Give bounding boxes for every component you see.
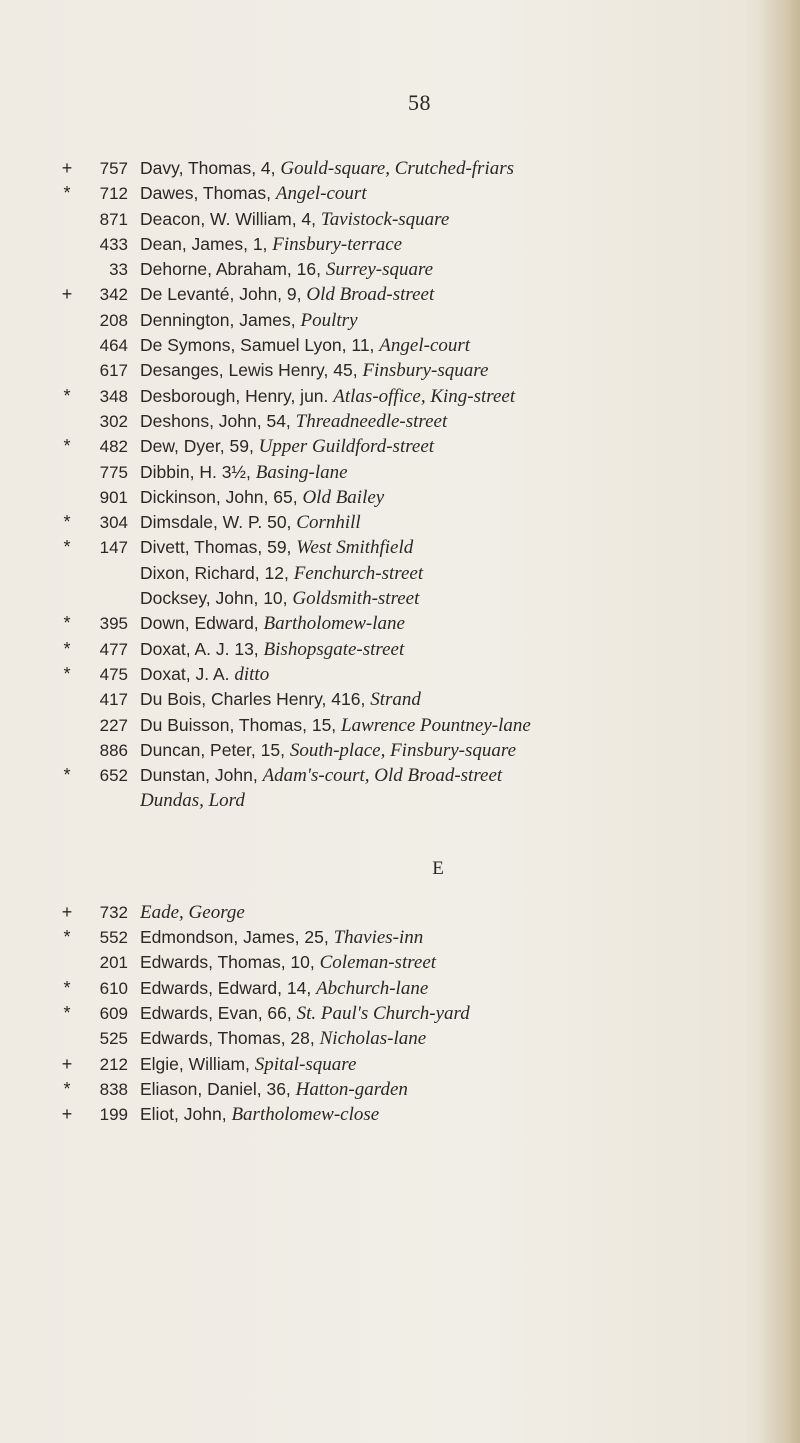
entry-number: 464 [99, 336, 128, 356]
list-item [58, 257, 778, 282]
entry-name: Doxat, A. J. 13, [140, 638, 264, 659]
entry-number: 886 [99, 740, 128, 760]
entry-number: 712 [99, 184, 128, 204]
entry-address: Old Bailey [302, 486, 385, 508]
entry-mark: * [63, 1078, 71, 1099]
entry-name: Dawes, Thomas, [140, 183, 276, 204]
entry-address: Nicholas-lane [319, 1028, 427, 1050]
entry-text [140, 788, 245, 813]
entry-number: 552 [99, 928, 128, 948]
entry-number: 610 [99, 978, 128, 998]
entry-text [140, 333, 470, 358]
entry-name: Dimsdale, W. P. 50, [140, 512, 297, 533]
directory-list [58, 156, 778, 1127]
entry-number: 775 [99, 462, 128, 482]
entry-text [140, 687, 421, 712]
entry-mark: + [61, 284, 73, 305]
entry-number: 475 [99, 664, 128, 684]
list-item [58, 788, 778, 813]
entry-name: De Levanté, John, 9, [140, 284, 307, 305]
entry-text [140, 738, 516, 763]
entry-number: 838 [99, 1079, 128, 1099]
entry-address: Tavistock-square [320, 208, 450, 230]
entry-number: 33 [109, 260, 128, 280]
entry-name: Duncan, Peter, 15, [140, 739, 290, 760]
entry-name: Desborough, Henry, jun. [140, 385, 334, 406]
entry-mark: + [61, 1104, 73, 1125]
entry-text [140, 409, 447, 434]
entry-name: Dibbin, H. 3½, [140, 461, 256, 482]
list-item [58, 662, 778, 687]
entry-name: Dew, Dyer, 59, [140, 436, 259, 457]
list-item [58, 1077, 778, 1102]
entry-mark: * [63, 927, 71, 948]
list-item [58, 308, 778, 333]
entry-name: Dunstan, John, [140, 765, 263, 786]
entry-text [140, 561, 423, 586]
list-item [58, 207, 778, 232]
list-item [58, 535, 778, 560]
entry-number: 417 [99, 690, 128, 710]
entry-address: Surrey-square [325, 259, 434, 281]
entry-text [140, 232, 402, 257]
entry-name: Deacon, W. William, 4, [140, 208, 321, 229]
list-item [58, 1052, 778, 1077]
entry-address: Spital-square [254, 1053, 357, 1075]
entry-text [140, 950, 436, 975]
entry-mark: * [63, 537, 71, 558]
list-item [58, 384, 778, 409]
entry-address: Coleman-street [319, 952, 437, 974]
entry-mark: + [61, 1053, 73, 1074]
entry-text [140, 637, 404, 662]
list-item [58, 586, 778, 611]
entry-name: Eliason, Daniel, 36, [140, 1078, 296, 1099]
list-item [58, 687, 778, 712]
list-item [58, 900, 778, 925]
entry-address: ditto [234, 663, 270, 685]
entry-mark: * [63, 1002, 71, 1023]
entry-mark: * [63, 638, 71, 659]
entry-text [140, 460, 348, 485]
entry-number: 227 [99, 715, 128, 735]
entry-text [140, 535, 413, 560]
entry-name: Docksey, John, 10, [140, 588, 293, 609]
entry-address: Upper Guildford-street [258, 436, 435, 458]
entry-text [140, 156, 514, 181]
entry-name: Dean, James, 1, [140, 233, 273, 254]
entry-text [140, 662, 269, 687]
entry-mark: * [63, 385, 71, 406]
list-item [58, 1102, 778, 1127]
entry-mark: * [63, 436, 71, 457]
entry-mark: * [63, 765, 71, 786]
list-item [58, 738, 778, 763]
entry-name: Du Buisson, Thomas, 15, [140, 714, 342, 735]
entry-address: Angel-court [379, 335, 471, 357]
entry-text [140, 900, 245, 925]
list-item [58, 763, 778, 788]
entry-address: Poultry [300, 309, 358, 331]
entry-address: Gould-square, Crutched-friars [280, 158, 515, 179]
entry-number: 199 [99, 1105, 128, 1125]
entry-address: Thavies-inn [333, 927, 424, 949]
entry-name: Edwards, Edward, 14, [140, 977, 317, 998]
list-item [58, 1001, 778, 1026]
entry-number: 757 [99, 159, 128, 178]
list-item [58, 976, 778, 1001]
entry-address: Dundas, Lord [140, 790, 245, 812]
list-item [58, 409, 778, 434]
entry-name: Divett, Thomas, 59, [140, 537, 297, 558]
entry-name: Elgie, William, [140, 1053, 255, 1074]
entry-address: Finsbury-square [362, 360, 489, 382]
list-item [58, 358, 778, 383]
entry-text [140, 434, 434, 459]
entry-text [140, 282, 434, 307]
entry-text [140, 611, 405, 636]
entry-name: Edmondson, James, 25, [140, 927, 334, 948]
entry-number: 525 [99, 1029, 128, 1049]
entry-text [140, 1001, 470, 1026]
entry-mark: + [61, 901, 73, 922]
entry-name: Davy, Thomas, 4, [140, 158, 281, 178]
entry-number: 212 [99, 1054, 128, 1074]
entry-address: St. Paul's Church-yard [296, 1002, 470, 1024]
entry-mark: * [63, 663, 71, 684]
entry-name: Doxat, J. A. [140, 663, 235, 684]
entry-number: 395 [99, 614, 128, 634]
list-item [58, 434, 778, 459]
entry-address: Bartholomew-close [231, 1104, 380, 1126]
entry-number: 871 [99, 209, 128, 229]
entry-name: Eliot, John, [140, 1104, 232, 1125]
list-item [58, 611, 778, 636]
entry-address: Bishopsgate-street [263, 638, 405, 660]
entry-text [140, 358, 488, 383]
entry-text [140, 485, 384, 510]
entry-name: Desanges, Lewis Henry, 45, [140, 360, 363, 381]
list-item [58, 460, 778, 485]
entry-number: 433 [99, 234, 128, 254]
list-item [58, 713, 778, 738]
list-item [58, 181, 778, 206]
entry-number: 652 [99, 766, 128, 786]
entry-name: Down, Edward, [140, 613, 264, 634]
entry-number: 477 [99, 639, 128, 659]
section-letter-e: E [432, 857, 444, 879]
entry-name: Dennington, James, [140, 309, 301, 330]
list-item [58, 510, 778, 535]
entry-text [140, 713, 531, 738]
entry-text [140, 586, 419, 611]
section-d-entries [58, 156, 778, 814]
list-item [58, 333, 778, 358]
entry-mark: * [63, 512, 71, 533]
entry-text [140, 976, 428, 1001]
entry-address: West Smithfield [296, 537, 414, 559]
list-item [58, 232, 778, 257]
entry-text [140, 763, 502, 788]
entry-address: Old Broad-street [306, 284, 435, 306]
entry-mark: * [63, 977, 71, 998]
entry-name: Deshons, John, 54, [140, 410, 296, 431]
entry-address: Lawrence Pountney-lane [341, 714, 531, 736]
page-number: 58 [408, 90, 431, 115]
list-item [58, 925, 778, 950]
entry-text [140, 207, 449, 232]
entry-number: 208 [99, 310, 128, 330]
list-item [58, 1026, 778, 1051]
list-item [58, 282, 778, 307]
entry-number: 201 [99, 953, 128, 973]
entry-name: De Symons, Samuel Lyon, 11, [140, 335, 380, 356]
section-e-entries [58, 900, 778, 1128]
entry-number: 609 [99, 1003, 128, 1023]
entry-text [140, 510, 361, 535]
entry-address: Cornhill [296, 512, 361, 534]
entry-name: Dehorne, Abraham, 16, [140, 259, 326, 280]
entry-address: South-place, Finsbury-square [289, 739, 517, 761]
entry-number: 348 [99, 386, 128, 406]
entry-text [140, 1077, 408, 1102]
entry-number: 302 [99, 411, 128, 431]
entry-name: Edwards, Thomas, 10, [140, 952, 320, 973]
entry-text [140, 384, 515, 409]
entry-mark: * [63, 613, 71, 634]
entry-name: Edwards, Evan, 66, [140, 1002, 297, 1023]
entry-address: Basing-lane [255, 461, 348, 483]
entry-address: Goldsmith-street [292, 588, 420, 610]
entry-text [140, 1026, 426, 1051]
entry-text [140, 181, 367, 206]
entry-number: 732 [99, 902, 128, 922]
entry-name: Du Bois, Charles Henry, 416, [140, 689, 371, 710]
entry-address: Strand [370, 689, 421, 711]
list-item [58, 156, 778, 181]
entry-number: 342 [99, 285, 128, 305]
entry-text [140, 257, 433, 282]
entry-address: Hatton-garden [295, 1078, 408, 1100]
entry-mark: * [63, 183, 71, 204]
entry-name: Dickinson, John, 65, [140, 486, 303, 507]
entry-text [140, 1052, 356, 1077]
entry-address: Eade, George [140, 901, 245, 923]
list-item [58, 637, 778, 662]
list-item [58, 950, 778, 975]
entry-text [140, 925, 423, 950]
entry-name: Dixon, Richard, 12, [140, 562, 294, 583]
list-item [58, 561, 778, 586]
entry-address: Threadneedle-street [295, 410, 448, 432]
entry-number: 304 [99, 513, 128, 533]
entry-mark: + [61, 158, 73, 178]
entry-address: Finsbury-terrace [272, 233, 403, 255]
entry-text [140, 308, 358, 333]
entry-number: 482 [99, 437, 128, 457]
entry-text [140, 1102, 379, 1127]
entry-number: 901 [99, 487, 128, 507]
entry-name: Edwards, Thomas, 28, [140, 1028, 320, 1049]
list-item [58, 485, 778, 510]
entry-address: Fenchurch-street [293, 562, 424, 584]
entry-address: Abchurch-lane [316, 977, 429, 999]
entry-address: Angel-court [275, 183, 367, 205]
entry-address: Adam's-court, Old Broad-street [262, 765, 503, 787]
entry-number: 617 [99, 361, 128, 381]
entry-number: 147 [99, 538, 128, 558]
entry-address: Atlas-office, King-street [333, 385, 516, 407]
entry-address: Bartholomew-lane [263, 613, 405, 635]
